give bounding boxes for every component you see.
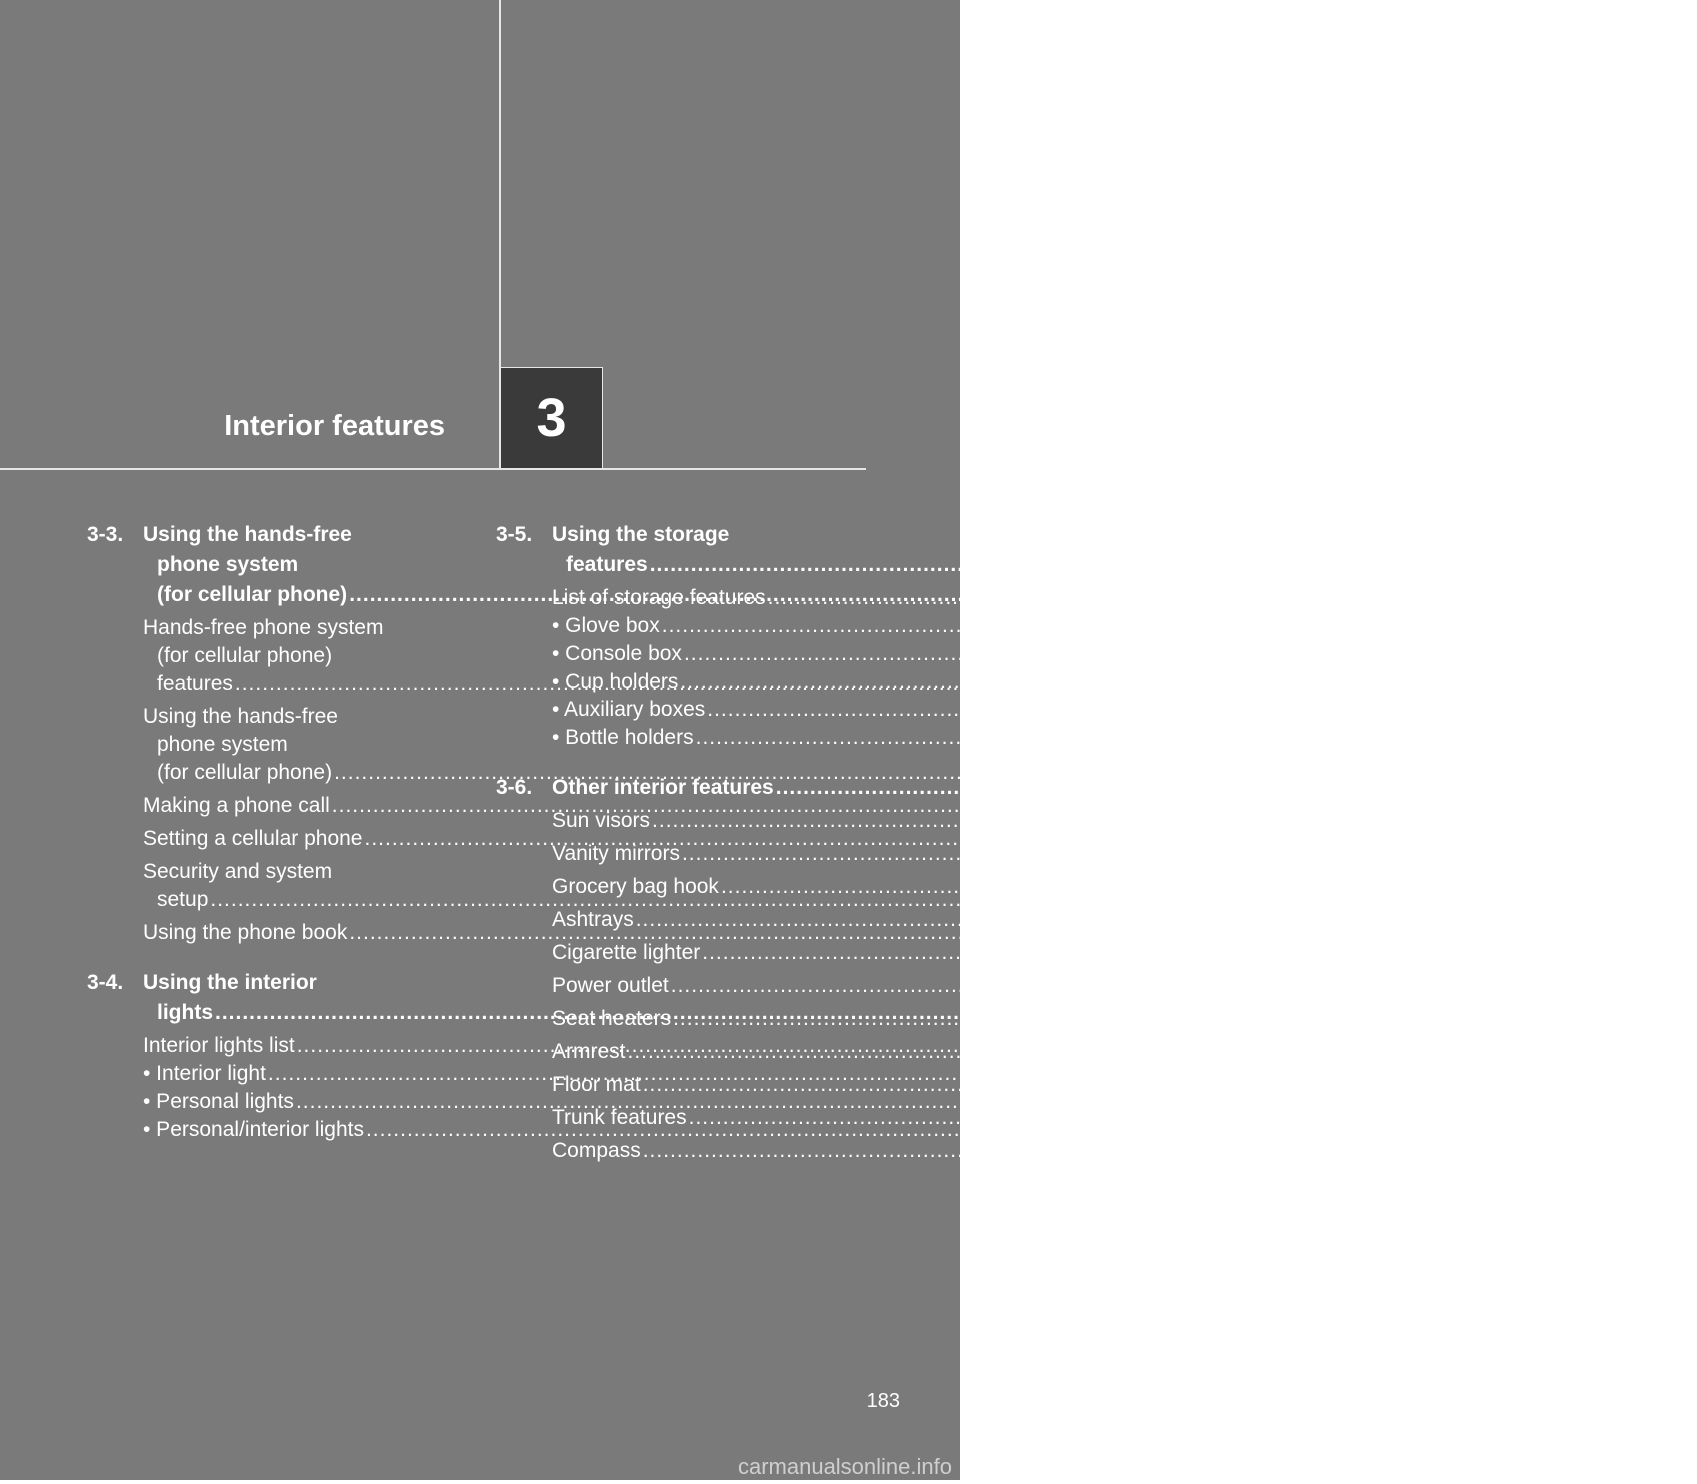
toc-page: 284 bbox=[1528, 1139, 1564, 1162]
toc-text: (for cellular phone) bbox=[157, 761, 333, 784]
dot-leader bbox=[673, 1005, 1548, 1033]
toc-entry bbox=[552, 939, 1624, 967]
toc-text: Cigarette lighter bbox=[552, 941, 701, 964]
toc-page: 277 bbox=[1556, 974, 1592, 997]
section-title-line: Using the hands-free bbox=[143, 523, 352, 546]
toc-text: • Interior light bbox=[143, 1062, 266, 1085]
toc-entry-last-line bbox=[552, 939, 1624, 967]
toc-page: 264 bbox=[1653, 586, 1689, 609]
toc-text: Sun visors bbox=[552, 809, 651, 832]
toc-page: 281 bbox=[1513, 1040, 1549, 1063]
toc-entry bbox=[143, 792, 1253, 820]
dot-leader bbox=[684, 640, 1559, 668]
toc-entry bbox=[552, 696, 1629, 724]
toc-page: 240 bbox=[1217, 794, 1253, 817]
dot-leader bbox=[721, 873, 1596, 901]
toc-page: 228 bbox=[1234, 583, 1270, 606]
toc-page: 283 bbox=[1574, 1106, 1610, 1129]
toc-page: 260 bbox=[1100, 1001, 1136, 1024]
section-title-line: Using the interior bbox=[143, 971, 317, 994]
chapter-number: 3 bbox=[536, 388, 567, 448]
chapter-title: Interior features bbox=[224, 410, 445, 442]
toc-text: Grocery bag hook bbox=[552, 875, 719, 898]
toc-page: 264 bbox=[1535, 553, 1571, 576]
toc-text: • Auxiliary boxes bbox=[552, 698, 706, 721]
toc-entry-last-line bbox=[552, 612, 1583, 640]
section-title bbox=[552, 773, 1697, 803]
toc-text: features bbox=[157, 672, 233, 695]
toc-text: (for cellular phone) bbox=[157, 583, 348, 606]
toc-entry-last-line bbox=[552, 972, 1592, 1000]
dot-leader bbox=[696, 724, 1571, 752]
toc-page: 272 bbox=[1537, 809, 1573, 832]
toc-page: 276 bbox=[1588, 941, 1624, 964]
toc-text: features bbox=[566, 553, 648, 576]
toc-text: Other interior features bbox=[552, 776, 774, 799]
section-title-last-line bbox=[552, 550, 1571, 580]
toc-entry bbox=[552, 972, 1592, 1000]
dot-leader bbox=[776, 773, 1651, 803]
dot-leader bbox=[662, 612, 1537, 640]
page-number: 183 bbox=[866, 1390, 900, 1412]
toc-text: Power outlet bbox=[552, 974, 669, 997]
toc-entry-last-line bbox=[143, 792, 1253, 820]
toc-entry-last-line bbox=[552, 1137, 1564, 1165]
toc-entry-line: (for cellular phone) bbox=[157, 644, 333, 667]
toc-text: • Glove box bbox=[552, 614, 660, 637]
toc-page: 282 bbox=[1528, 1073, 1564, 1096]
toc-page: 262 bbox=[1181, 1090, 1217, 1113]
section-heading bbox=[496, 520, 1571, 580]
dot-leader bbox=[643, 1137, 1518, 1165]
toc-text: lights bbox=[157, 1001, 213, 1024]
section-title-last-line bbox=[552, 773, 1697, 803]
dot-leader bbox=[682, 840, 1557, 868]
toc-text: Ashtrays bbox=[552, 908, 634, 931]
toc-entry-line: phone system bbox=[157, 733, 288, 756]
dot-leader bbox=[628, 1038, 1503, 1066]
toc-text: • Cup holders bbox=[552, 670, 679, 693]
toc-page: 244 bbox=[1250, 827, 1286, 850]
section-title-line: Using the storage bbox=[552, 523, 730, 546]
toc-entry bbox=[143, 825, 1286, 853]
toc-entry-last-line bbox=[143, 1088, 1217, 1116]
toc-text: Making a phone call bbox=[143, 794, 330, 817]
toc-page: 272 bbox=[1661, 776, 1697, 799]
section-number: 3-6. bbox=[496, 776, 533, 799]
section-number: 3-3. bbox=[87, 523, 124, 546]
toc-text: Floor mat bbox=[552, 1073, 641, 1096]
toc-entry bbox=[552, 1137, 1564, 1165]
toc-text: • Console box bbox=[552, 642, 682, 665]
toc-entry bbox=[552, 640, 1605, 668]
toc-page: 279 bbox=[1558, 1007, 1594, 1030]
section-title-line: phone system bbox=[157, 553, 299, 576]
dot-leader bbox=[680, 668, 1555, 696]
toc-text: Armrest bbox=[552, 1040, 626, 1063]
toc-entry-line: Hands-free phone system bbox=[143, 616, 384, 639]
toc-text: Setting a cellular phone bbox=[143, 827, 363, 850]
toc-page: 271 bbox=[1581, 726, 1617, 749]
toc-text: • Personal/interior lights bbox=[143, 1118, 364, 1141]
toc-entry bbox=[552, 724, 1617, 752]
toc-page: 265 bbox=[1569, 642, 1605, 665]
toc-page: 253 bbox=[1235, 921, 1271, 944]
section-number: 3-4. bbox=[87, 971, 124, 994]
toc-page: 274 bbox=[1606, 875, 1642, 898]
toc-entry-last-line bbox=[552, 840, 1603, 868]
toc-entry-last-line bbox=[143, 825, 1286, 853]
chapter-number-box bbox=[501, 367, 603, 468]
toc-page: 275 bbox=[1521, 908, 1557, 931]
toc-text: Seat heaters bbox=[552, 1007, 672, 1030]
toc-page: 273 bbox=[1567, 842, 1603, 865]
toc-entry-last-line bbox=[552, 640, 1605, 668]
toc-text: List of storage features bbox=[552, 586, 766, 609]
dot-leader bbox=[768, 584, 1643, 612]
toc-page: 231 bbox=[1219, 761, 1255, 784]
toc-page: 263 bbox=[1251, 1118, 1287, 1141]
toc-text: Trunk features bbox=[552, 1106, 687, 1129]
toc-page: 260 bbox=[1182, 1034, 1218, 1057]
toc-page: 265 bbox=[1547, 614, 1583, 637]
horizontal-rule bbox=[0, 468, 866, 470]
toc-entry-last-line bbox=[552, 696, 1629, 724]
toc-entry-line: Security and system bbox=[143, 860, 333, 883]
toc-entry-last-line bbox=[552, 724, 1617, 752]
toc-entry bbox=[552, 807, 1573, 835]
section-number: 3-5. bbox=[496, 523, 533, 546]
watermark: carmanualsonline.info bbox=[737, 1454, 952, 1479]
toc-page: 262 bbox=[1153, 1062, 1189, 1085]
toc-entry bbox=[552, 612, 1583, 640]
dot-leader bbox=[689, 1104, 1564, 1132]
toc-page: 269 bbox=[1593, 698, 1629, 721]
dot-leader bbox=[652, 807, 1527, 835]
toc-page: 267 bbox=[1566, 670, 1602, 693]
toc-text: Compass bbox=[552, 1139, 641, 1162]
section-heading bbox=[496, 773, 1697, 803]
toc-text: • Bottle holders bbox=[552, 726, 694, 749]
dot-leader bbox=[707, 696, 1582, 724]
toc-text: setup bbox=[157, 888, 209, 911]
toc-entry-last-line bbox=[143, 759, 1255, 787]
toc-text: Using the phone book bbox=[143, 921, 348, 944]
toc-entry bbox=[143, 1088, 1217, 1116]
dot-leader bbox=[650, 550, 1525, 580]
dot-leader bbox=[643, 1071, 1518, 1099]
toc-text: • Personal lights bbox=[143, 1090, 294, 1113]
toc-page: 249 bbox=[1096, 888, 1132, 911]
toc-page: 228 bbox=[1120, 672, 1156, 695]
dot-leader bbox=[702, 939, 1577, 967]
toc-entry bbox=[552, 840, 1603, 868]
toc-entry-line: Using the hands-free bbox=[143, 705, 338, 728]
section-title bbox=[552, 520, 1571, 580]
toc-entry-last-line bbox=[552, 807, 1573, 835]
dot-leader bbox=[636, 906, 1511, 934]
toc-text: Interior lights list bbox=[143, 1034, 295, 1057]
toc-text: Vanity mirrors bbox=[552, 842, 680, 865]
dot-leader bbox=[671, 972, 1546, 1000]
